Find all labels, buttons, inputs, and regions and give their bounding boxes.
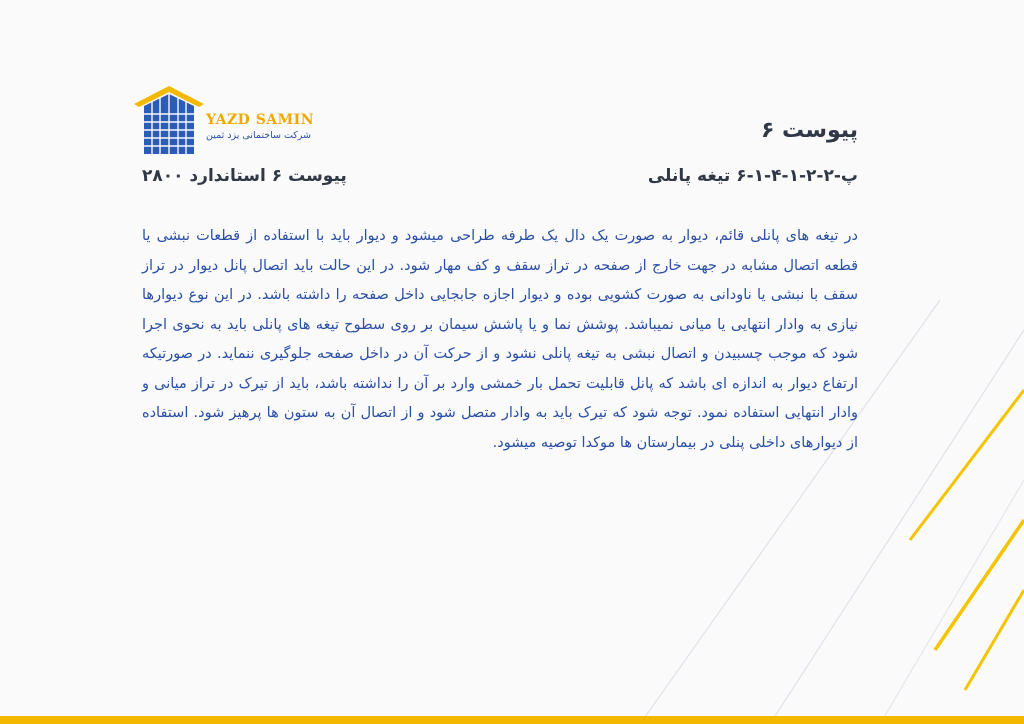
deco-line-gray-3 bbox=[880, 480, 1024, 724]
building-logo-icon bbox=[132, 84, 206, 158]
standard-title: پیوست ۶ استاندارد ۲۸۰۰ bbox=[142, 166, 347, 186]
deco-line-yellow-1 bbox=[910, 390, 1024, 540]
logo-company-name: YAZD SAMIN bbox=[206, 112, 315, 128]
company-logo bbox=[132, 84, 322, 164]
logo-company-subtitle: شرکت ساختمانی یزد ثمین bbox=[206, 130, 312, 141]
deco-line-yellow-2 bbox=[935, 520, 1024, 650]
section-title: پ-۲-۲-۱-۴-۱-۶ تیغه پانلی bbox=[647, 166, 858, 186]
bottom-accent-bar bbox=[0, 716, 1024, 724]
deco-line-yellow-3 bbox=[965, 590, 1024, 690]
page-title: پیوست ۶ bbox=[760, 118, 858, 143]
body-paragraph: در تیغه های پانلی قائم، دیوار به صورت یک دال یک طرفه طراحی میشود و دیوار باید با استفاده از قطعات نبشی یا قطعه اتصال مشابه در جهت خارج از صفحه در تراز سقف و کف مهار شود. در این حالت باید اتصال پانل دیوار در تراز سقف با نبشی یا ناودانی به صورت کشویی بوده و دیوار اجازه جابجایی داخل صفحه را داشته باشد. در این نوع دیوارها نیازی به وادار انتهایی یا میانی نمیباشد. پوشش نما و یا پاشش سیمان بر روی سطوح تیغه های پانلی باید به نحوی اجرا شود که موجب چسبیدن و اتصال نبشی به تیغه پانلی نشود و از حرکت آن در داخل صفحه جلوگیری ننماید. در صورتیکه ارتفاع دیوار به اندازه ای باشد که پانل قابلیت تحمل بار خمشی وارد بر آن را نداشته باشد، باید از تیرک در تراز میانی و وادار انتهایی استفاده نمود. توجه شود که تیرک باید به وادار متصل شود و از اتصال آن به ستون ها پرهیز شود. استفاده از دیوارهای داخلی پنلی در بیمارستان ها موکدا توصیه میشود. bbox=[142, 228, 858, 451]
